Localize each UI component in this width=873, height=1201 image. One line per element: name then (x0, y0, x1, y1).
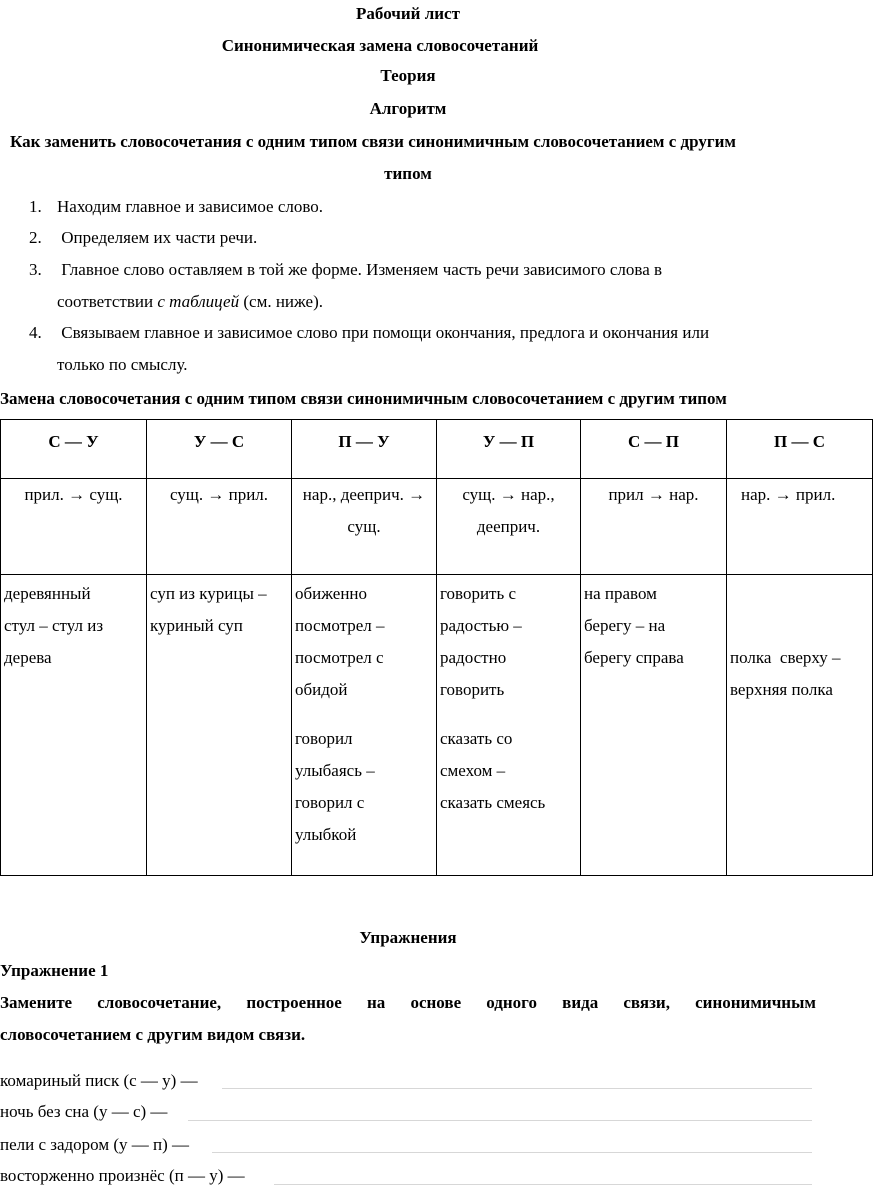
subheader-cell: прил → нар. (581, 479, 727, 575)
exercise-item: ночь без сна (у — с) — (0, 1102, 168, 1121)
exercise-1-title: Упражнение 1 (0, 961, 109, 980)
exercise-1-instruction: Замените словосочетание, построенное на основе одного вида связи, синонимичным (0, 993, 816, 1012)
exercise-item: комариный писк (с — у) — (0, 1071, 198, 1090)
algorithm-heading: Алгоритм (369, 99, 447, 118)
answer-line[interactable] (274, 1184, 812, 1185)
header-cell: У — П (437, 420, 581, 479)
header-cell: С — П (581, 420, 727, 479)
header-cell: У — С (147, 420, 292, 479)
exercise-item: пели с задором (у — п) — (0, 1135, 190, 1154)
page-subtitle: Синонимическая замена словосочетаний (221, 36, 539, 55)
algorithm-question: Как заменить словосочетания с одним типом связи синонимичным словосочетанием с другим (10, 132, 736, 151)
subheader-cell: прил. → сущ. (1, 479, 147, 575)
subheader-cell: нар. → прил. (727, 479, 873, 575)
table-example-row (1, 575, 873, 876)
example-cell: суп из курицы – куриный суп (147, 575, 292, 876)
example-cell: обиженно посмотрел – посмотрел с обидой говорил улыбаясь – говорил с улыбкой (292, 575, 437, 876)
step-text-cont: соответствии с таблицей (см. ниже). (57, 292, 323, 311)
step-number: 3. (29, 260, 42, 279)
step-text: Главное слово оставляем в той же форме. Изменяем часть речи зависимого слова в (57, 260, 663, 279)
subheader-cell: сущ. → нар., дееприч. (437, 479, 581, 575)
step-number: 4. (29, 323, 42, 342)
step-text: Связываем главное и зависимое слово при помощи окончания, предлога и окончания или (57, 323, 710, 342)
synonym-replacement-table (0, 419, 873, 876)
page-title: Рабочий лист (356, 4, 460, 23)
table-subheader-row (1, 479, 873, 575)
step-text-cont: только по смыслу. (57, 355, 188, 374)
answer-line[interactable] (188, 1120, 812, 1121)
table-reference: с таблицей (157, 292, 240, 311)
subheader-cell: нар., дееприч. → сущ. (292, 479, 437, 575)
table-title: Замена словосочетания с одним типом связи синонимичным словосочетанием с другим типом (0, 389, 727, 408)
algorithm-question-cont: типом (384, 164, 432, 183)
example-cell: на правом берегу – на берегу справа (581, 575, 727, 876)
exercise-item: восторженно произнёс (п — у) — (0, 1166, 245, 1185)
step-number: 2. (29, 228, 42, 247)
answer-line[interactable] (222, 1088, 812, 1089)
example-cell: говорить с радостью – радостно говорить сказать со смехом – сказать смеясь (437, 575, 581, 876)
header-cell: П — С (727, 420, 873, 479)
step-text: Определяем их части речи. (57, 228, 258, 247)
step-number: 1. (29, 197, 42, 216)
example-cell: полка сверху – верхняя полка (727, 575, 873, 876)
header-cell: С — У (1, 420, 147, 479)
answer-line[interactable] (212, 1152, 812, 1153)
step-text: Находим главное и зависимое слово. (57, 197, 324, 216)
table-header-row (1, 420, 873, 479)
example-cell: деревянный стул – стул из дерева (1, 575, 147, 876)
exercises-heading: Упражнения (359, 928, 457, 947)
theory-heading: Теория (380, 66, 436, 85)
header-cell: П — У (292, 420, 437, 479)
exercise-1-instruction-cont: словосочетанием с другим видом связи. (0, 1025, 306, 1044)
subheader-cell: сущ. → прил. (147, 479, 292, 575)
